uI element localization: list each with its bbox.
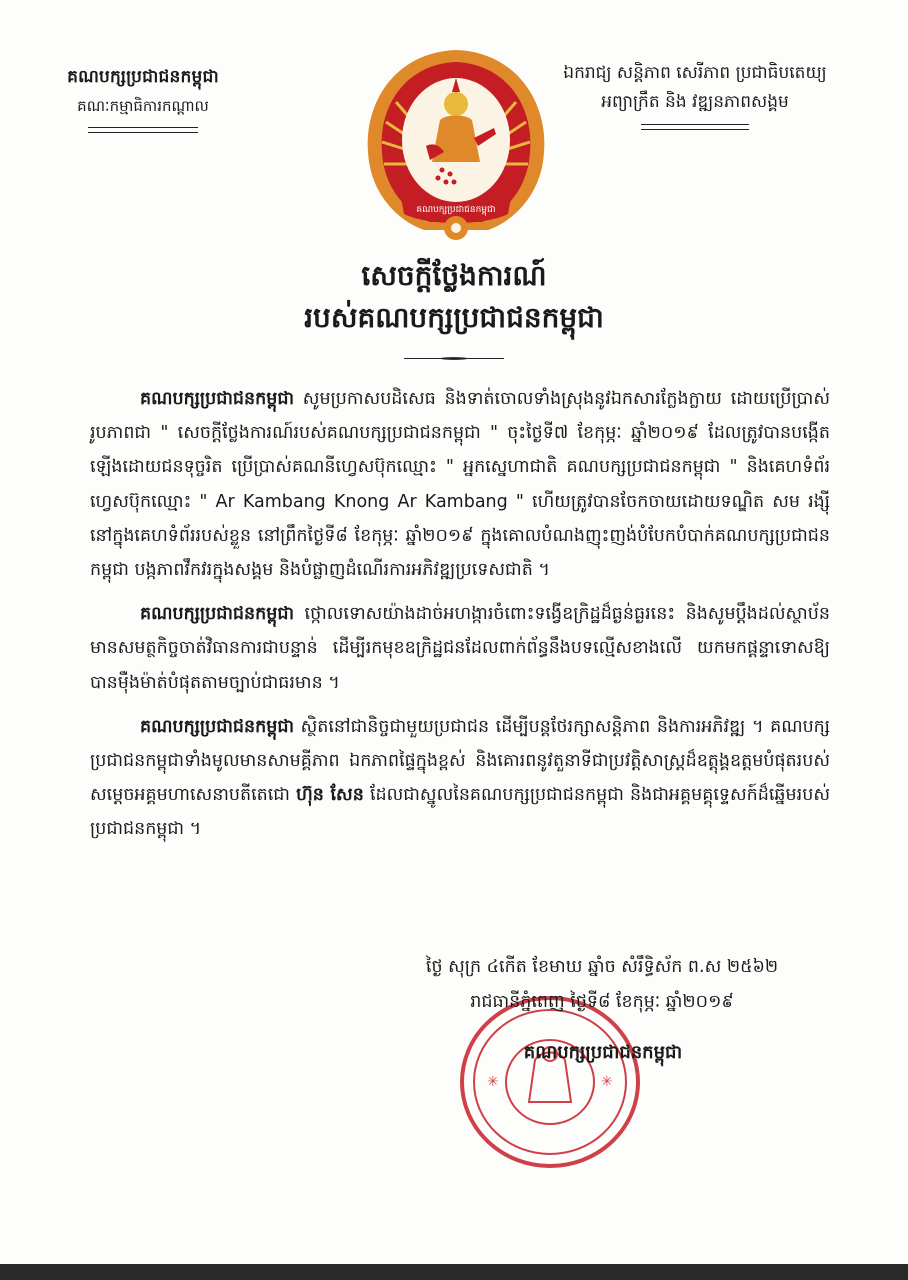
- committee-name: គណៈកម្មាធិការកណ្តាល: [77, 97, 209, 115]
- lunar-date: ថ្ងៃ សុក្រ ៤កើត ខែមាឃ ឆ្នាំច សំរឹទ្ធិស័ក ព.ស ២៥៦២: [425, 957, 779, 977]
- document-title: សេចក្តីថ្លែងការណ៍: [361, 259, 547, 292]
- page-bottom-edge: [0, 1264, 908, 1280]
- paragraph-text: ស្ថិតនៅជានិច្ចជាមួយប្រជាជន ដើម្បីបន្តថែរក្សាសន្តិភាព និងការអភិវឌ្ឍ ។ គណបក្សប្រជាជនកម្ពុជាទាំងមូលមានសាមគ្គីភាព ឯកភាពផ្ទៃក្នុងខ្ពស់ និងគោរពនូវតួនាទីជាប្រវត្តិសាស្ត្រដ៏ឧត្តុង្គឧត្តមបំផុតរបស់សម្តេចអគ្គមហាសេនាបតីតេជោ: [90, 716, 830, 806]
- paragraph-lead: គណបក្សប្រជាជនកម្ពុជា: [140, 389, 294, 409]
- paragraph-1: [90, 382, 830, 587]
- party-emblem-icon: [356, 42, 556, 242]
- paragraph-text-after: ដែលជាស្នូលនៃគណបក្សប្រជាជនកម្ពុជា និងជាអគ្គមគ្គុទ្ទេសក៍ដ៏ឆ្នើមរបស់ប្រជាជនកម្ពុជា ។: [90, 785, 830, 840]
- solar-date: រាជធានីភ្នំពេញ ថ្ងៃទី៨ ខែកុម្ភៈ ឆ្នាំ២០១៩: [470, 992, 734, 1012]
- svg-text:✳: ✳: [487, 1074, 499, 1090]
- header-right-rule: [641, 124, 749, 130]
- svg-text:✳: ✳: [601, 1074, 613, 1090]
- paragraph-3: [90, 710, 830, 847]
- paragraph-lead: គណបក្សប្រជាជនកម្ពុជា: [140, 604, 294, 625]
- document-subtitle: របស់គណបក្សប្រជាជនកម្ពុជា: [304, 301, 604, 334]
- header-left: [28, 66, 258, 133]
- party-name: គណបក្សប្រជាជនកម្ពុជា: [67, 67, 219, 87]
- paragraph-text: ថ្កោលទោសយ៉ាងដាច់អហង្ការចំពោះទង្វើឧក្រិដ្ឋដ៏ធ្ងន់ធ្ងរនេះ និងសូមប្តឹងដល់ស្ថាប័នមានសមត្ថកិច្ចចាត់វិធានការជាបន្ទាន់ ដើម្បីរកមុខឧក្រិដ្ឋជនដែលពាក់ព័ន្ធនឹងបទល្មើសខាងលើ យកមកផ្តន្ទាទោសឱ្យបានម៉ឺងម៉ាត់បំផុតតាមច្បាប់ជាធរមាន ។: [90, 604, 830, 693]
- motto-line-1: ឯករាជ្យ សន្តិភាព សេរីភាព ប្រជាធិបតេយ្យ: [563, 63, 827, 83]
- motto-line-2: អព្យាក្រឹត និង វឌ្ឍនភាពសង្គម: [601, 92, 789, 112]
- title-divider: [404, 357, 504, 360]
- header-left-rule: [88, 127, 198, 133]
- signatory: គណបក្សប្រជាជនកម្ពុជា: [523, 1042, 683, 1063]
- statement-body: [90, 382, 830, 857]
- paragraph-text: សូមប្រកាសបដិសេធ និងទាត់ចោលទាំងស្រុងនូវឯកសារក្លែងក្លាយ ដោយប្រើប្រាស់រូបភាពជា " សេចក្តីថ្លែងការណ៍របស់គណបក្សប្រជាជនកម្ពុជា " ចុះថ្ងៃទី៧ ខែកុម្ភៈ ឆ្នាំ២០១៩ ដែលត្រូវបានបង្កើតឡើងដោយជនទុច្ចរិត ប្រើប្រាស់គណនីហ្វេសប៊ុកឈ្មោះ " អ្នកស្នេហាជាតិ គណបក្សប្រជាជនកម្ពុជា " និងគេហទំព័រហ្វេសប៊ុកឈ្មោះ " Ar Kambang Knong Ar Kambang " ហើយត្រូវបានចែកចាយដោយទណ្ឌិត សម រង្ស៊ី នៅក្នុងគេហទំព័ររបស់ខ្លួន នៅព្រឹកថ្ងៃទី៨ ខែកុម្ភៈ ឆ្នាំ២០១៩ ក្នុងគោលបំណងញុះញង់បំបែកបំបាក់គណបក្សប្រជាជនកម្ពុជា បង្កភាពវឹកវរក្នុងសង្គម និងបំផ្លាញដំណើរការអភិវឌ្ឍប្រទេសជាតិ ។: [90, 389, 830, 581]
- paragraph-lead: គណបក្សប្រជាជនកម្ពុជា: [140, 716, 294, 737]
- svg-text:គណបក្សប្រជាជនកម្ពុជា: គណបក្សប្រជាជនកម្ពុជា: [416, 205, 496, 215]
- leader-name: ហ៊ុន សែន: [296, 785, 364, 806]
- paragraph-2: [90, 597, 830, 700]
- party-seal-stamp-icon: [455, 990, 645, 1170]
- header-right: [530, 62, 860, 130]
